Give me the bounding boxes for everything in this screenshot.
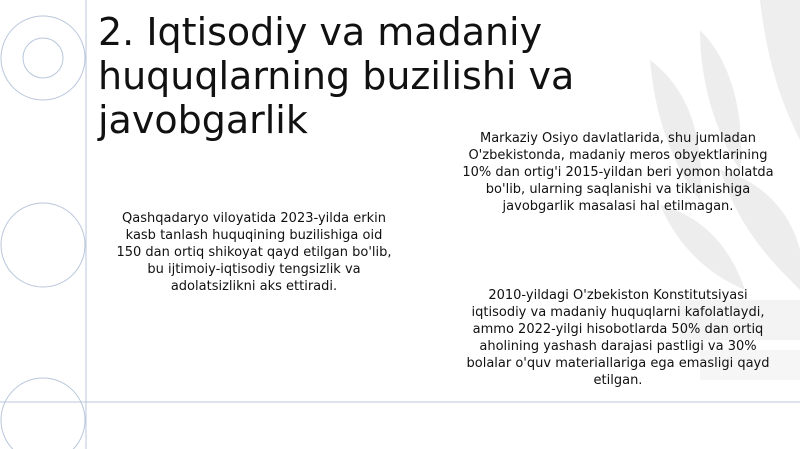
paragraph-line: iqtisodiy va madaniy huquqlarni kafolatlaydi, [471,305,765,320]
paragraph-cultural-heritage [448,130,788,215]
paragraph-line: javobgarlik masalasi hal etilmagan. [502,199,734,214]
paragraph-line: ammo 2022-yilgi hisobotlarda 50% dan ortiq [472,322,764,337]
paragraph-line: 150 dan ortiq shikoyat qayd etilgan bo'lib, [116,245,392,260]
outer-circle-icon [1,16,85,100]
paragraph-line: 2010-yildagi O'zbekiston Konstitutsiyasi [488,288,748,303]
title-line: huquqlarning buzilishi va [98,54,575,98]
paragraph-line: kasb tanlash huquqining buzilishiga oid [125,228,383,243]
paragraph-line: 10% dan ortig'i 2015-yildan beri yomon holatda [462,165,774,180]
paragraph-line: bo'lib, ularning saqlanishi va tiklanishiga [485,182,751,197]
paragraph-constitution [448,287,788,389]
paragraph-line: etilgan. [593,373,643,388]
paragraph-line: aholining yashash darajasi pastligi va 30% [479,339,757,354]
title-line: javobgarlik [98,98,308,142]
paragraph-line: O'zbekistonda, madaniy meros obyektlarining [468,148,768,163]
paragraph-line: Qashqadaryo viloyatida 2023-yilda erkin [122,211,386,226]
bottom-circle-icon [1,378,85,449]
paragraph-line: bu ijtimoiy-iqtisodiy tengsizlik va [147,262,361,277]
paragraph-line: Markaziy Osiyo davlatlarida, shu jumladan [480,131,756,146]
paragraph-line: bolalar o'quv materiallariga ega emasligi qayd [466,356,770,371]
paragraph-qashqadaryo [104,210,404,295]
slide-title [98,10,658,142]
paragraph-line: adolatsizlikni aks ettiradi. [170,279,338,294]
lower-circle-icon [1,203,85,287]
inner-circle-icon [23,38,63,78]
title-line: 2. Iqtisodiy va madaniy [98,10,543,54]
